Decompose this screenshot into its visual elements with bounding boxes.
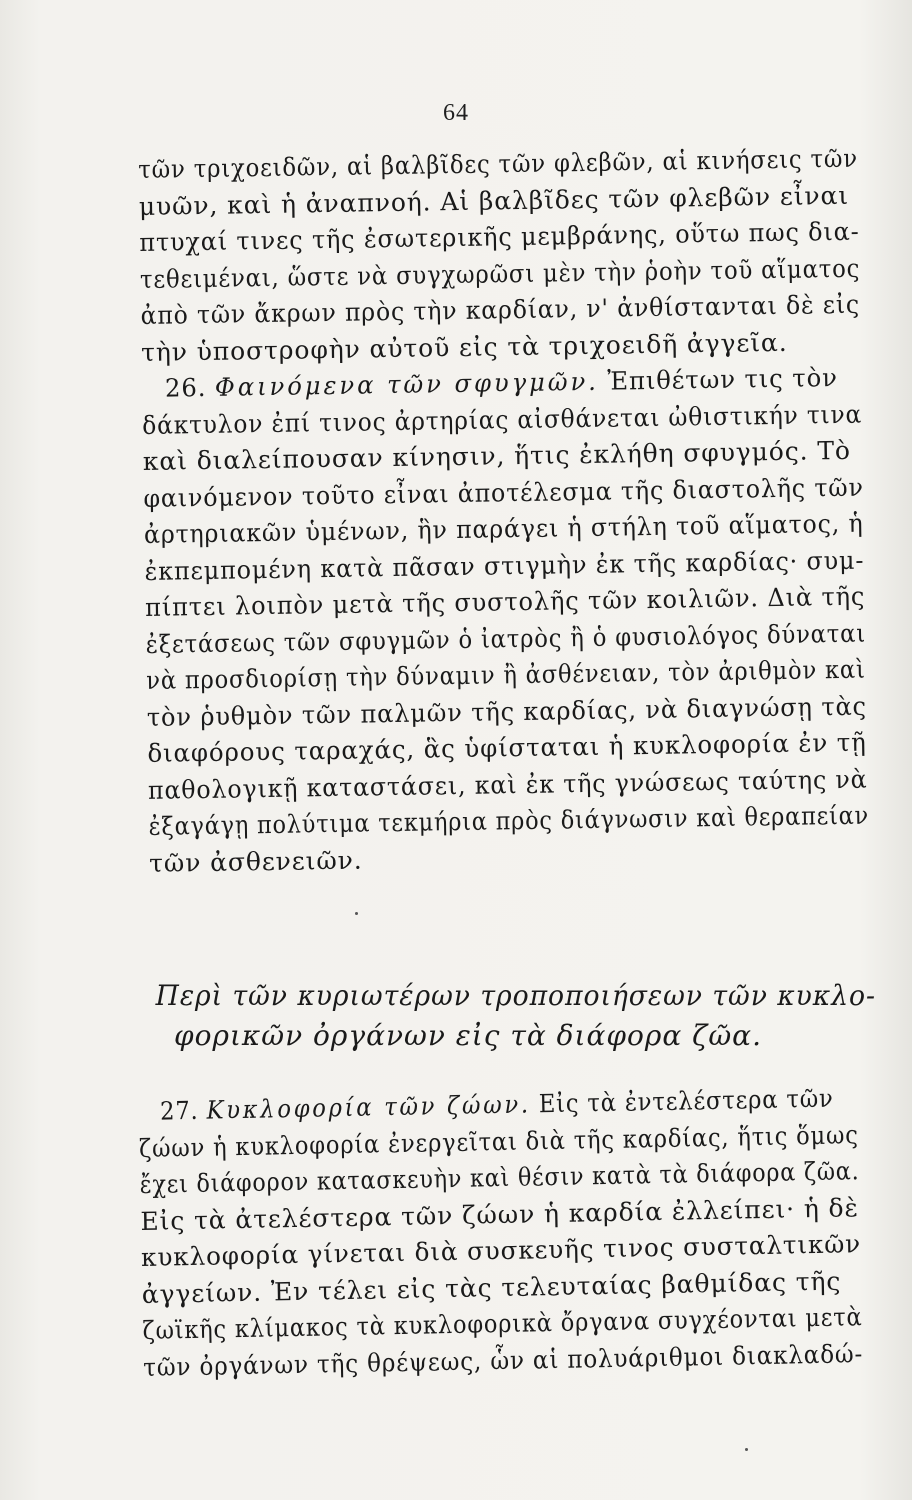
text-line: Εἰς τὰ ἀτελέστερα τῶν ζώων ἡ καρδία ἐλλείπει· ἡ δὲ	[140, 1192, 860, 1236]
heading-line-2: φορικῶν ὀργάνων εἰς τὰ διάφορα ζῶα.	[174, 1019, 762, 1052]
text-line: παθολογικῇ καταστάσει, καὶ ἐκ τῆς γνώσεως ταύτης νὰ	[147, 764, 868, 805]
section-27-number: 27.	[159, 1095, 199, 1126]
section-heading	[138, 976, 876, 1056]
text-line: ζώων ἡ κυκλοφορία ἐνεργεῖται διὰ τῆς καρδίας, ἥτις ὅμως	[138, 1119, 859, 1163]
text-line: μυῶν, καὶ ἡ ἀναπνοή. Αἱ βαλβῖδες τῶν φλεβῶν εἶναι	[138, 180, 850, 221]
text-line: ζωϊκῆς κλίμακος τὰ κυκλοφορικὰ ὄργανα συγχέονται μετὰ	[142, 1302, 863, 1345]
text-line: νὰ προσδιορίσῃ τὴν δύναμιν ἢ ἀσθένειαν, τὸν ἀριθμὸν καὶ	[146, 654, 866, 695]
section-27-block	[138, 1080, 863, 1386]
page-number: 64	[443, 100, 469, 126]
text-line: τῶν ὀργάνων τῆς θρέψεως, ὧν αἱ πολυάριθμοι διακλαδώ-	[142, 1338, 864, 1382]
text-line: ἐκπεμπομένη κατὰ πᾶσαν στιγμὴν ἐκ τῆς καρδίας· συμ-	[144, 545, 865, 586]
section-27-title: Κυκλοφορία τῶν ζώων.	[206, 1089, 532, 1125]
text-line: φαινόμενον τοῦτο εἶναι ἀποτέλεσμα τῆς διαστολῆς τῶν	[143, 472, 864, 513]
section-26-number: 26.	[164, 372, 207, 403]
text-line: πίπτει λοιπὸν μετὰ τῆς συστολῆς τῶν κοιλιῶν. Διὰ τῆς	[144, 581, 866, 622]
section-26-title: Φαινόμενα τῶν σφυγμῶν.	[214, 366, 600, 402]
text-line: πτυχαί τινες τῆς ἐσωτερικῆς μεμβράνης, οὕτω πως δια-	[139, 216, 860, 257]
text-line: ἀπὸ τῶν ἄκρων πρὸς τὴν καρδίαν, ν' ἀνθίστανται δὲ εἰς	[140, 289, 861, 330]
text-line: κυκλοφορία γίνεται διὰ συσκευῆς τινος συσταλτικῶν	[140, 1229, 862, 1272]
paper-speck	[355, 912, 358, 915]
text-line: ἔχει διάφορον κατασκευὴν καὶ θέσιν κατὰ τὰ διάφορα ζῶα.	[139, 1156, 860, 1199]
section-27-first-line-rest: Εἰς τὰ ἐντελέστερα τῶν	[538, 1083, 834, 1119]
text-line: διαφόρους ταραχάς, ἃς ὑφίσταται ἡ κυκλοφορία ἐν τῇ	[147, 727, 867, 768]
section-26-first-line-rest: Ἐπιθέτων τις τὸν	[607, 363, 838, 396]
text-line: τεθειμέναι, ὥστε νὰ συγχωρῶσι μὲν τὴν ῥοὴν τοῦ αἵματος	[139, 253, 861, 294]
text-line: ἐξαγάγῃ πολύτιμα τεκμήρια πρὸς διάγνωσιν καὶ θεραπείαν	[148, 800, 870, 841]
text-line: καὶ διαλείπουσαν κίνησιν, ἥτις ἐκλήθη σφυγμός. Τὸ	[142, 435, 852, 476]
text-line: τὸν ῥυθμὸν τῶν παλμῶν τῆς καρδίας, νὰ διαγνώσῃ τὰς	[146, 691, 868, 732]
paper-speck	[745, 1448, 748, 1451]
text-line: ἐξετάσεως τῶν σφυγμῶν ὁ ἰατρὸς ἢ ὁ φυσιολόγος δύναται	[145, 618, 867, 659]
text-line: τῶν ἀσθενειῶν.	[148, 845, 363, 878]
text-line: ἀρτηριακῶν ὑμένων, ἣν παράγει ἡ στήλη τοῦ αἵματος, ἡ	[143, 508, 864, 549]
text-line: ἀγγείων. Ἐν τέλει εἰς τὰς τελευταίας βαθμίδας τῆς	[141, 1266, 842, 1309]
main-text-block	[138, 141, 869, 882]
heading-line-1: Περὶ τῶν κυριωτέρων τροποποιήσεων τῶν κυκλο-	[155, 979, 876, 1012]
text-line: τὴν ὑποστροφὴν αὐτοῦ εἰς τὰ τριχοειδῆ ἀγγεῖα.	[140, 327, 788, 367]
text-line: δάκτυλον ἐπί τινος ἀρτηρίας αἰσθάνεται ὠθιστικήν τινα	[142, 399, 863, 440]
text-line: τῶν τριχοειδῶν, αἱ βαλβῖδες τῶν φλεβῶν, αἱ κινήσεις τῶν	[138, 143, 859, 184]
